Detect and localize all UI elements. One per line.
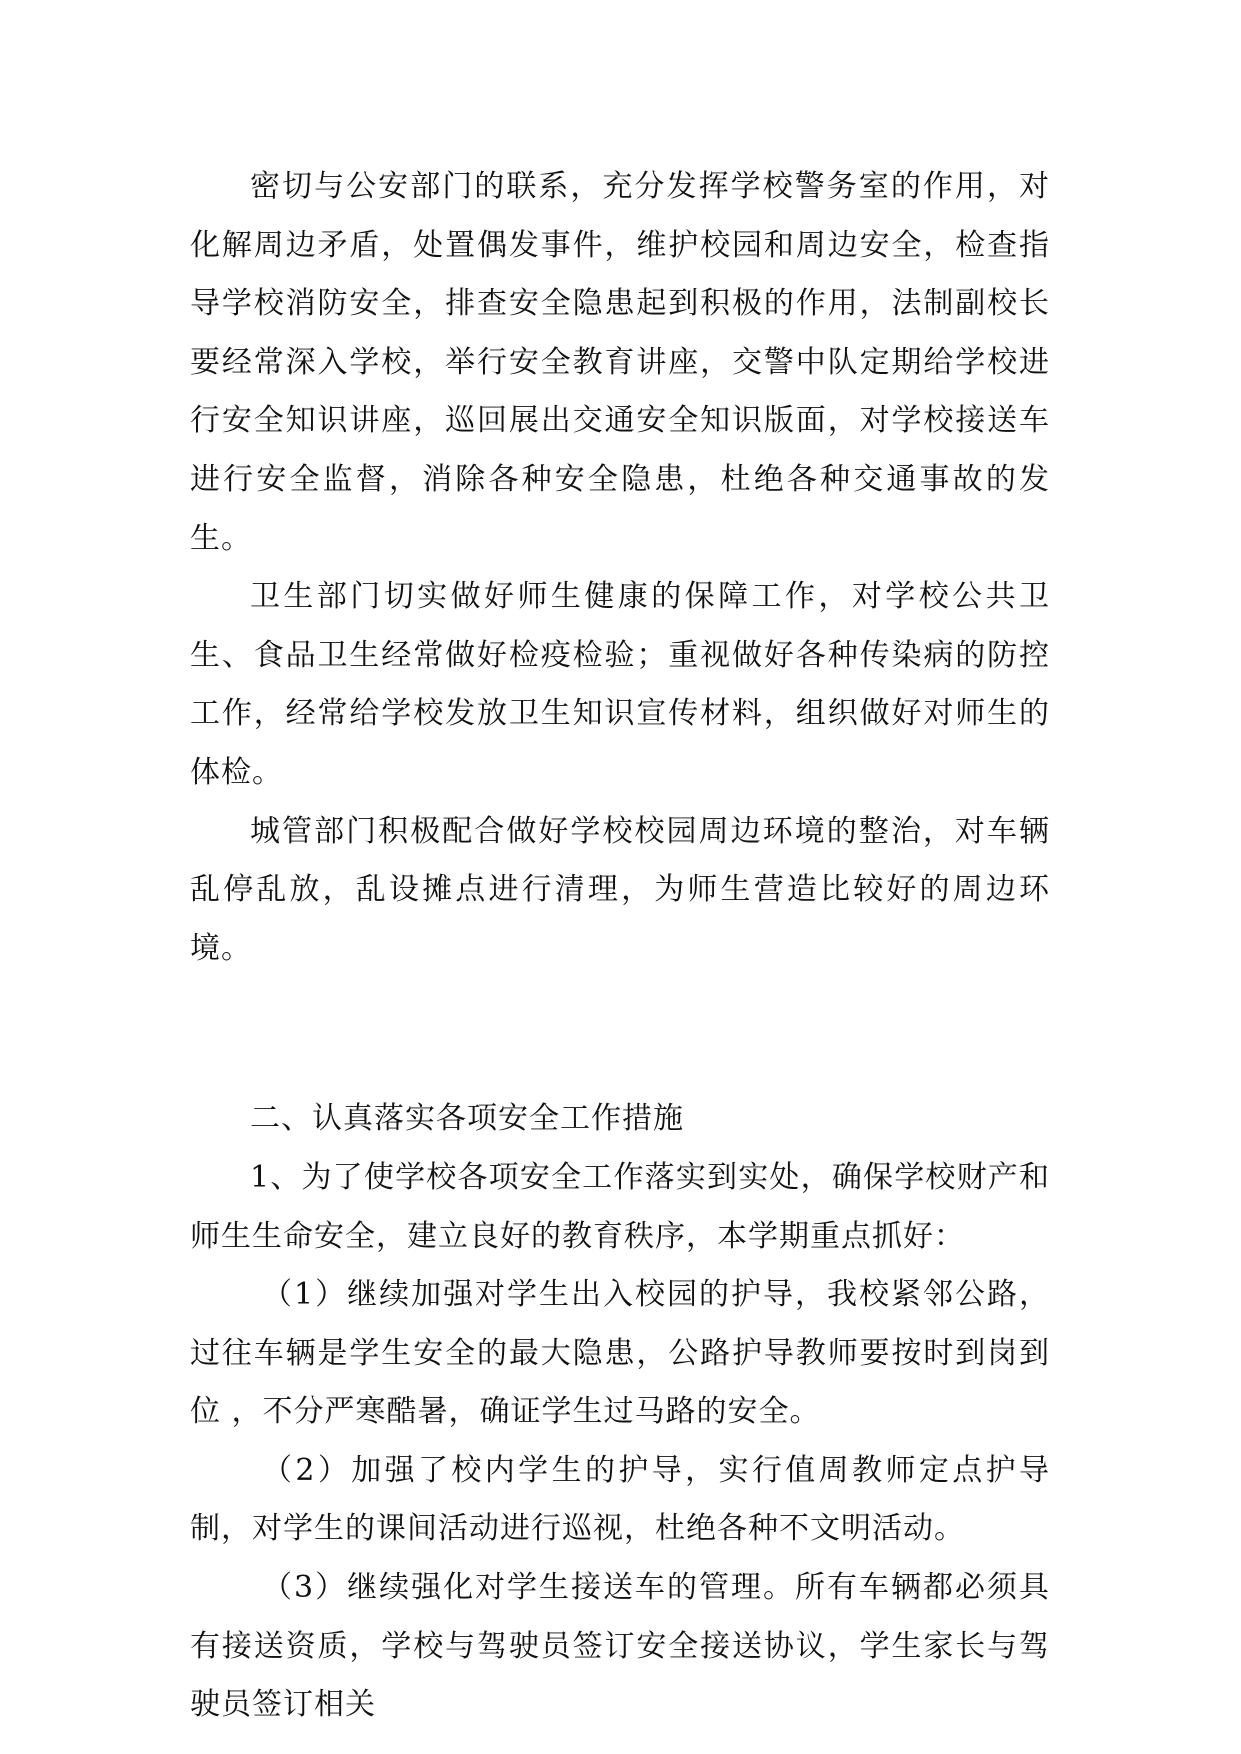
document-body	[190, 158, 1050, 1735]
section-heading: 二、认真落实各项安全工作措施	[250, 1101, 684, 1137]
sub-item-2: （2）加强了校内学生的护导，实行值周教师定点护导制，对学生的课间活动进行巡视，杜绝各种不文明活动。	[190, 1452, 1050, 1547]
paragraph-city-management: 城管部门积极配合做好学校校园周边环境的整治，对车辆乱停乱放，乱设摊点进行清理，为师生营造比较好的周边环境。	[190, 813, 1050, 966]
sub-item-3: （3）继续强化对学生接送车的管理。所有车辆都必须具有接送资质，学校与驾驶员签订安全接送协议，学生家长与驾驶员签订相关	[190, 1570, 1050, 1723]
sub-item-1: （1）继续加强对学生出入校园的护导，我校紧邻公路，过往车辆是学生安全的最大隐患，公路护导教师要按时到岗到位 ，不分严寒酷暑，确证学生过马路的安全。	[190, 1277, 1050, 1430]
paragraph-police-cooperation: 密切与公安部门的联系，充分发挥学校警务室的作用，对化解周边矛盾，处置偶发事件，维护校园和周边安全，检查指导学校消防安全，排查安全隐患起到积极的作用，法制副校长要经常深入学校，举行安全教育讲座，交警中队定期给学校进行安全知识讲座，巡回展出交通安全知识版面，对学校接送车进行安全监督，消除各种安全隐患，杜绝各种交通事故的发生。	[190, 169, 1050, 556]
paragraph-health-department: 卫生部门切实做好师生健康的保障工作，对学校公共卫生、食品卫生经常做好检疫检验；重视做好各种传染病的防控工作，经常给学校发放卫生知识宣传材料，组织做好对师生的体检。	[190, 579, 1050, 790]
item-1: 1、为了使学校各项安全工作落实到实处，确保学校财产和师生生命安全，建立良好的教育秩序，本学期重点抓好：	[190, 1159, 1050, 1254]
